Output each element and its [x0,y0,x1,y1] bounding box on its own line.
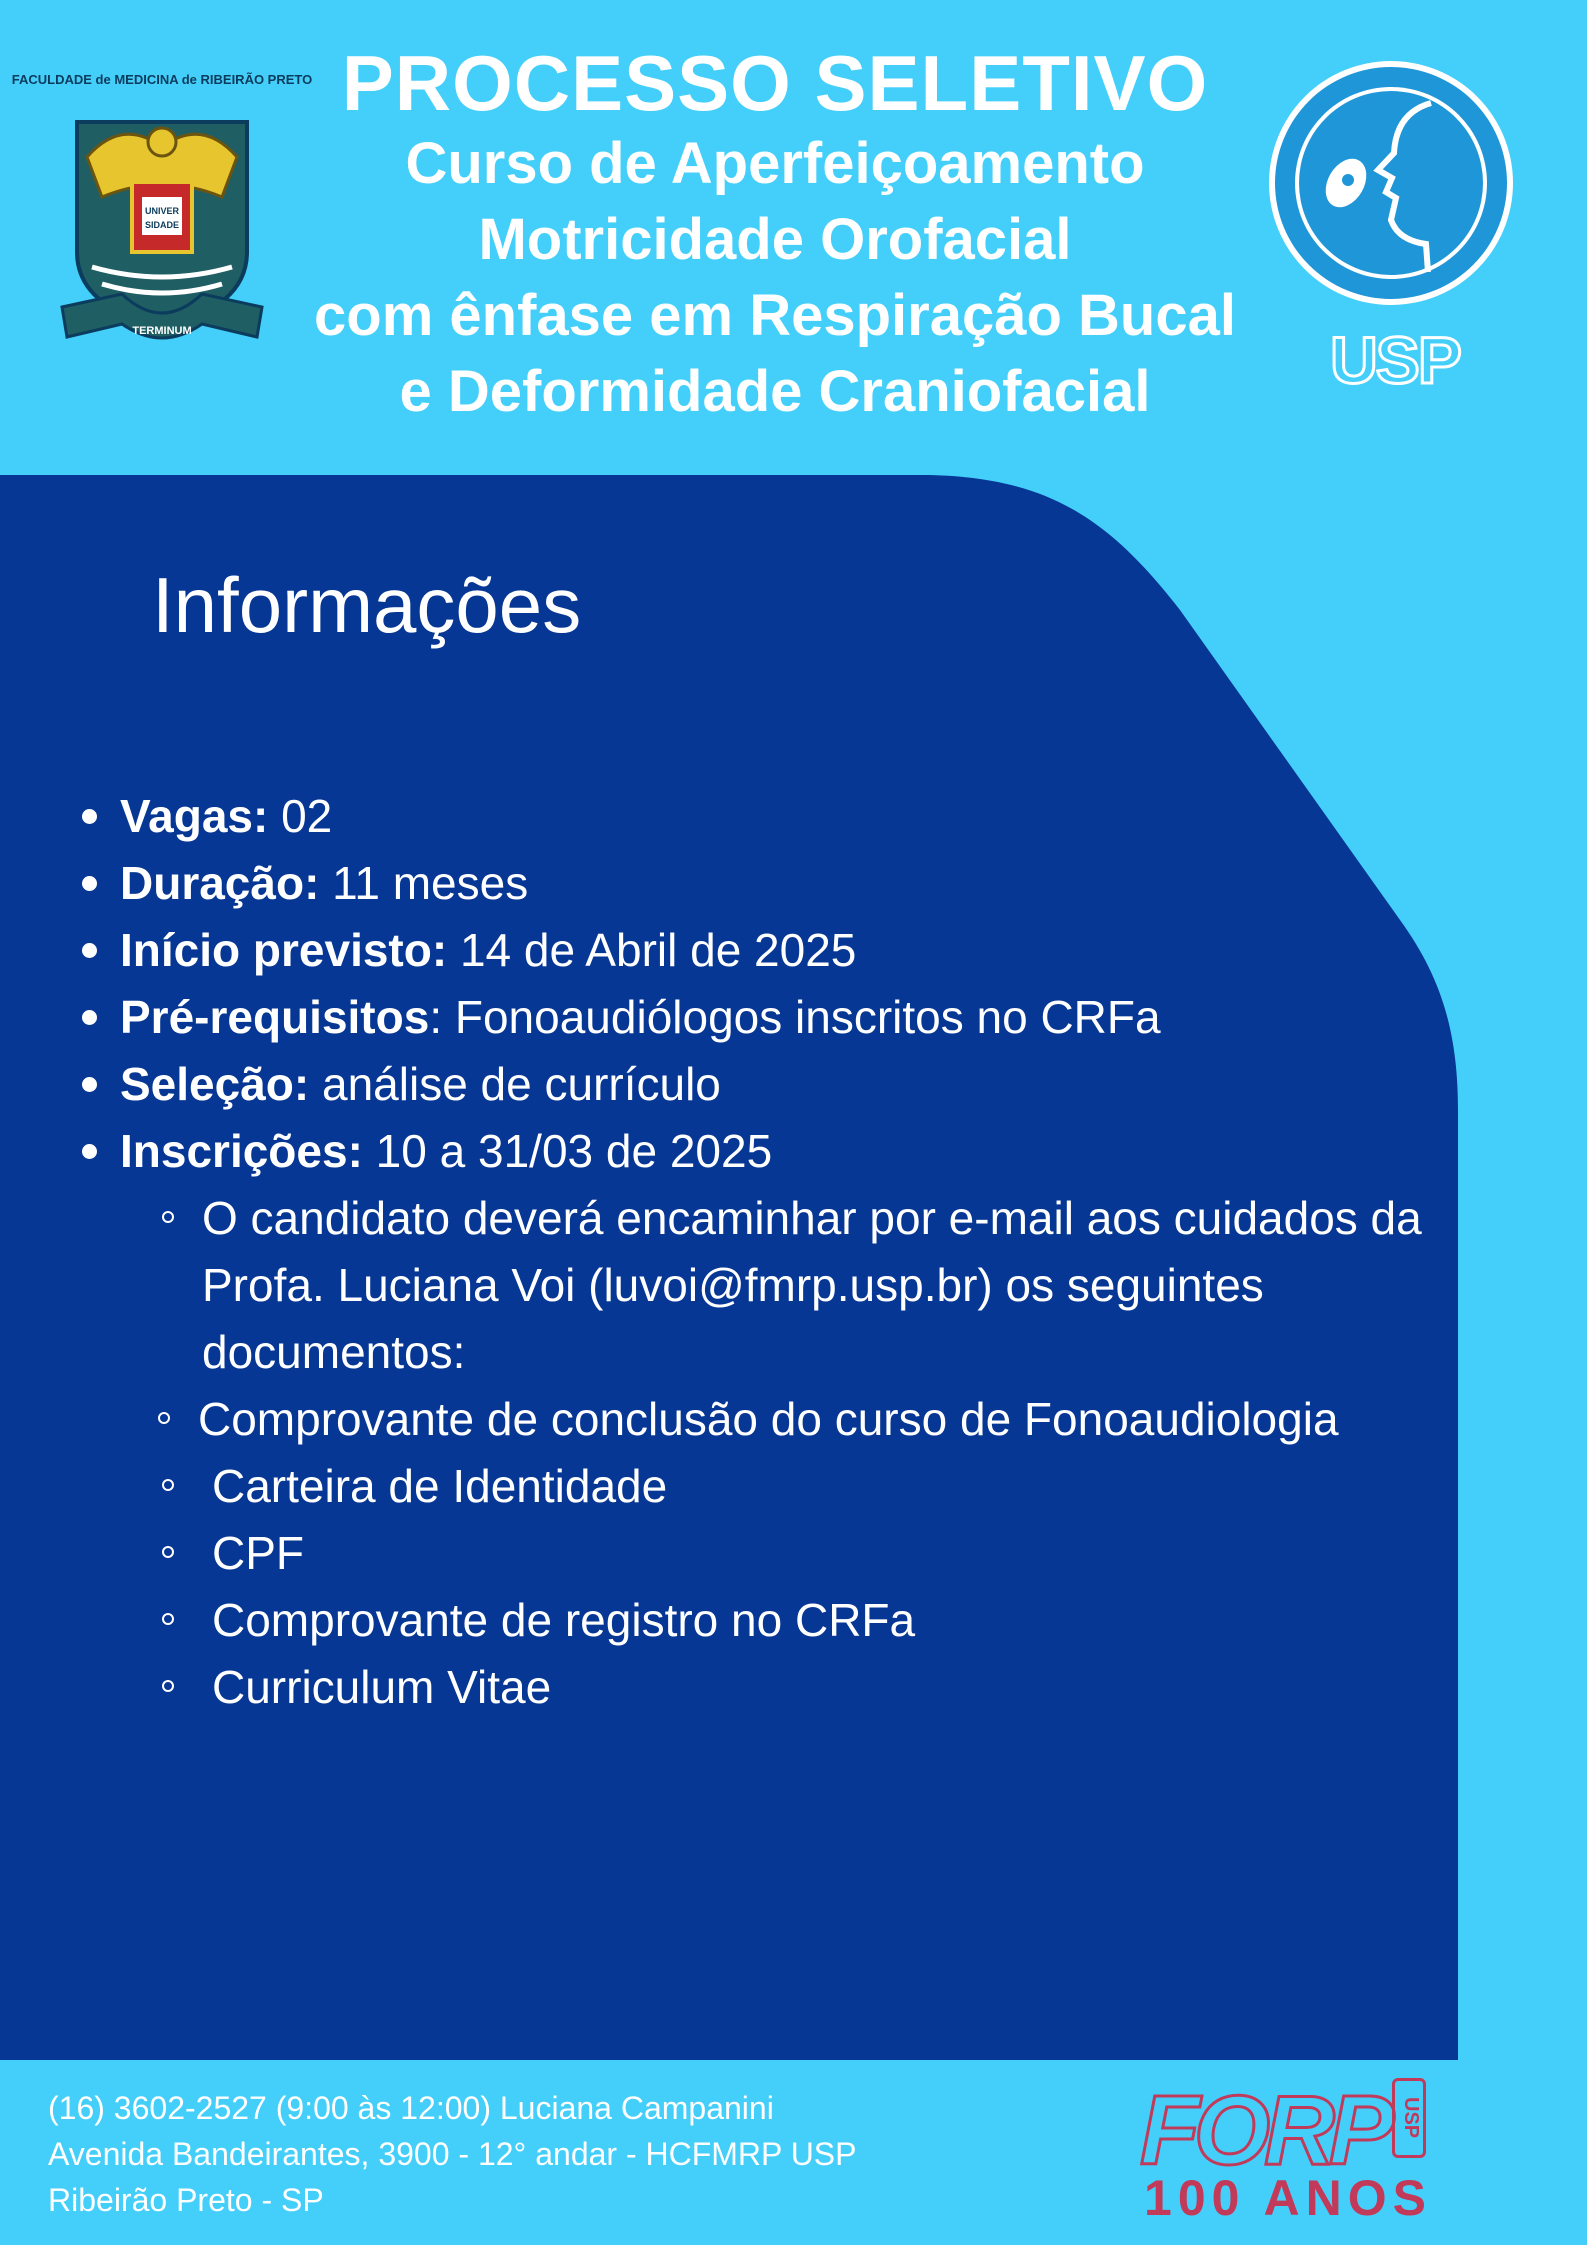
item-value: 02 [268,790,333,842]
info-list [80,783,1440,1721]
forp-100-anos: 100 ANOS [1144,2170,1432,2226]
item-label: Inscrições: [120,1125,363,1177]
item-value: : Fonoaudiólogos inscritos no CRFa [429,991,1161,1043]
sub-item-cpf: CPF [202,1520,1440,1587]
faculdade-medicina-crest-icon [11,62,313,352]
sub-item-comprovante-conclusao: Comprovante de conclusão do curso de Fonoaudiologia [198,1386,1440,1453]
sub-item-comprovante-registro: Comprovante de registro no CRFa [202,1587,1440,1654]
list-item-inicio [80,917,1440,984]
list-item-inscricoes [80,1118,1440,1185]
item-label: Início previsto: [120,924,448,976]
usp-logo-text: USP [1330,323,1460,397]
svg-text:UNIVER: UNIVER [144,206,180,216]
forp-usp-tag: USP [1392,2078,1426,2158]
item-value: análise de currículo [309,1058,721,1110]
departamento-oftalmologia-seal-icon [1266,58,1516,308]
item-label: Vagas: [120,790,269,842]
list-item-selecao [80,1051,1440,1118]
item-value: 14 de Abril de 2025 [447,924,857,976]
subtitle-line-3: com ênfase em Respiração Bucal [314,283,1236,348]
page-title: PROCESSO SELETIVO [341,39,1209,127]
list-item-duracao [80,850,1440,917]
sub-item-curriculum: Curriculum Vitae [202,1654,1440,1721]
item-value: 11 meses [319,857,529,909]
item-value: 10 a 31/03 de 2025 [362,1125,773,1177]
sub-list [80,1185,1440,1721]
forp-logo-text: FORP [1140,2075,1389,2185]
footer-contact [48,2085,856,2223]
sub-item-carteira-identidade: Carteira de Identidade [202,1453,1440,1520]
item-label: Seleção: [120,1058,310,1110]
crest-top-text: FACULDADE de MEDICINA de RIBEIRÃO PRETO [11,72,313,87]
subtitle-line-4: e Deformidade Craniofacial [399,359,1151,424]
svg-text:SIDADE: SIDADE [144,220,180,230]
footer-phone: (16) 3602-2527 (9:00 às 12:00) Luciana Campanini [48,2090,774,2126]
list-item-vagas [80,783,1440,850]
item-label: Pré-requisitos [120,991,430,1043]
subtitle-line-2: Motricidade Orofacial [478,207,1072,272]
item-label: Duração: [120,857,320,909]
title-block [260,40,1290,430]
list-item-prerequisitos [80,984,1440,1051]
svg-text:TERMINUM: TERMINUM [132,325,192,337]
subtitle-line-1: Curso de Aperfeiçoamento [405,131,1145,196]
footer-city: Ribeirão Preto - SP [48,2182,324,2218]
sub-item-instrucao: O candidato deverá encaminhar por e-mail aos cuidados da Profa. Luciana Voi (luvoi@fmrp.usp.br) os seguintes documentos: [202,1185,1432,1386]
info-heading: Informações [152,561,582,649]
footer-address: Avenida Bandeirantes, 3900 - 12° andar - HCFMRP USP [48,2136,857,2172]
header [0,0,1587,470]
